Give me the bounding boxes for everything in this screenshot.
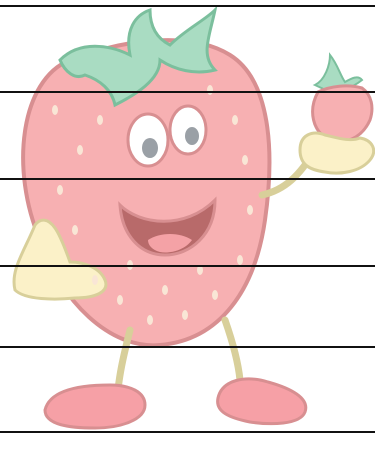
writing-line[interactable]	[0, 265, 375, 267]
writing-line[interactable]	[0, 178, 375, 180]
writing-line[interactable]	[0, 5, 375, 7]
writing-line[interactable]	[0, 431, 375, 433]
writing-line[interactable]	[0, 346, 375, 348]
writing-line[interactable]	[0, 91, 375, 93]
